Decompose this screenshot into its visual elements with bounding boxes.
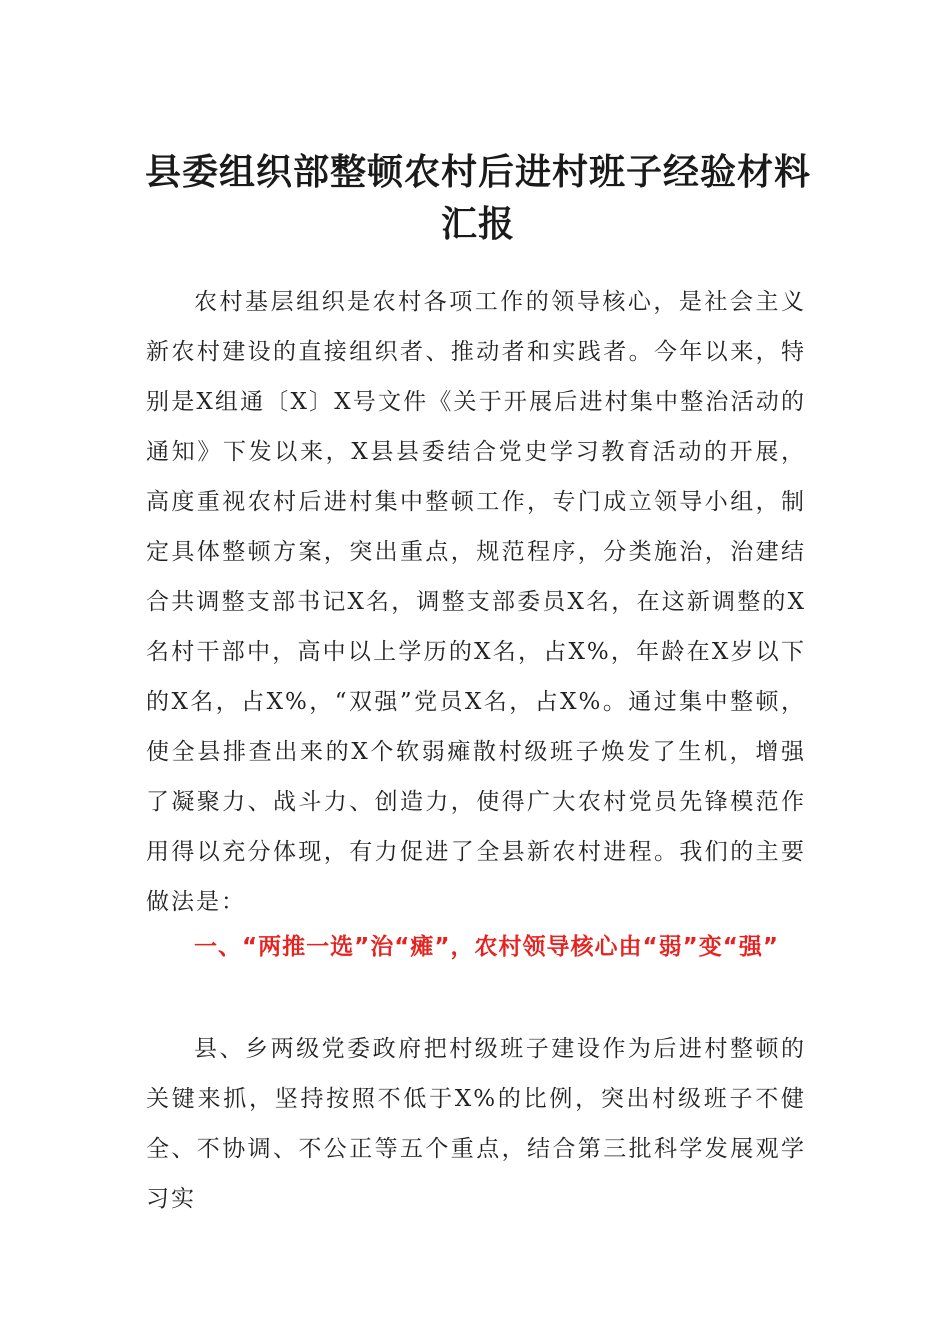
- document-title: 县委组织部整顿农村后进村班子经验材料汇报: [144, 151, 811, 245]
- section-heading-1: 一、“两推一选”治“瘫”，农村领导核心由“弱”变“强”: [194, 934, 779, 960]
- section-1-paragraph: 县、乡两级党委政府把村级班子建设作为后进村整顿的关键来抓，坚持按照不低于X%的比例，突出村级班子不健全、不协调、不公正等五个重点，结合第三批科学发展观学习实: [146, 1036, 806, 1212]
- intro-paragraph: 农村基层组织是农村各项工作的领导核心，是社会主义新农村建设的直接组织者、推动者和实践者。今年以来，特别是X组通〔X〕X号文件《关于开展后进村集中整治活动的通知》下发以来，X县县委结合党史学习教育活动的开展，高度重视农村后进村集中整顿工作，专门成立领导小组，制定具体整顿方案，突出重点，规范程序，分类施治，治建结合共调整支部书记X名，调整支部委员X名，在这新调整的X名村干部中，高中以上学历的X名，占X%，年龄在X岁以下的X名，占X%，“双强”党员X名，占X%。通过集中整顿，使全县排查出来的X个软弱瘫散村级班子焕发了生机，增强了凝聚力、战斗力、创造力，使得广大农村党员先锋模范作用得以充分体现，有力促进了全县新农村进程。我们的主要做法是：: [146, 289, 806, 915]
